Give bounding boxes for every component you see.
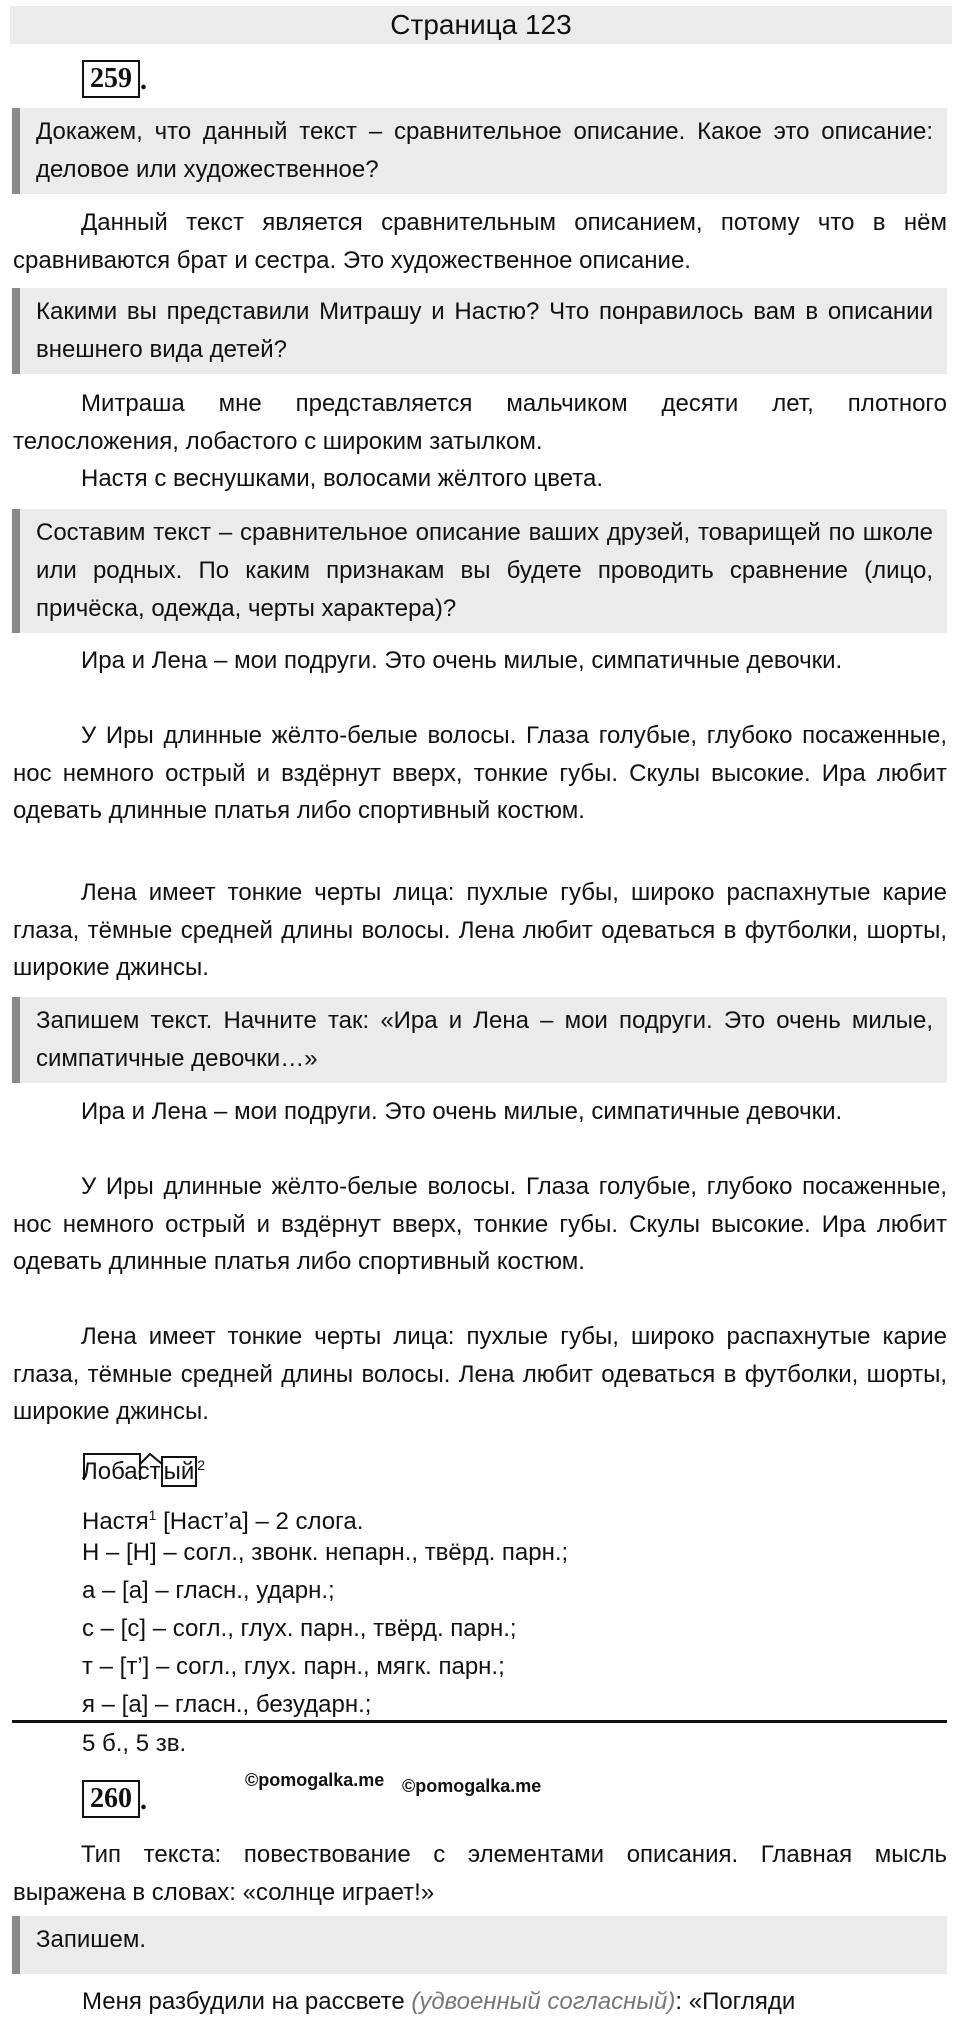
question-block: Докажем, что данный текст – сравнительное описание. Какое это описание: деловое или художественное? (12, 108, 947, 194)
answer-paragraph: Тип текста: повествование с элементами описания. Главная мысль выражена в словах: «солнце играет!» (13, 1841, 947, 1906)
answer-paragraph: Лена имеет тонкие черты лица: пухлые губы, широко распахнутые карие глаза, тёмные средней длины волосы. Лена любит одеваться в футболки, шорты, широкие джинсы. (13, 879, 947, 981)
page-title-band (10, 6, 952, 44)
task-number-260: 260 . (82, 1780, 147, 1818)
question-block: Составим текст – сравнительное описание ваших друзей, товарищей по школе или родных. По каким признакам вы будете проводить сравнение (лицо, причёска, одежда, черты характера)? (12, 509, 947, 633)
answer-paragraph: Данный текст является сравнительным описанием, потому что в нём сравниваются брат и сестра. Это художественное описание. (13, 209, 947, 274)
phonetic-line: я – [а] – гласн., безударн.; (82, 1691, 372, 1718)
answer-paragraph: Настя с веснушками, волосами жёлтого цвета. (81, 465, 604, 492)
phonetic-line: а – [а] – гласн., ударн.; (82, 1577, 335, 1604)
phonetic-line: с – [с] – согл., глух. парн., твёрд. парн.; (82, 1615, 517, 1642)
task-number-box: 260 (82, 1780, 140, 1818)
morph-suffix: ст (137, 1458, 161, 1485)
phonetic-head: Настя$^1$ [Наст’а] – 2 слога. (82, 1507, 364, 1535)
task-number-259: 259 . (82, 60, 147, 98)
answer-paragraph: Митраша мне представляется мальчиком десяти лет, плотного телосложения, лобастого с широким затылком. (13, 390, 947, 455)
answer-paragraph: У Иры длинные жёлто-белые волосы. Глаза голубые, глубоко посаженные, нос немного острый и вздёрнут вверх, тонкие губы. Скулы высокие. Ира любит одевать длинные платья либо спортивный костюм. (13, 722, 947, 824)
watermark: ©pomogalka.me (245, 1770, 385, 1790)
question-block: Какими вы представили Митрашу и Настю? Что понравилось вам в описании внешнего вида детей? (12, 288, 947, 374)
page-title: Страница 123 (390, 9, 572, 40)
highlighted-word: рассвете (304, 1988, 405, 2015)
question-block: Запишем. (12, 1916, 947, 1974)
answer-paragraph: Ира и Лена – мои подруги. Это очень милые, симпатичные девочки. (81, 1098, 843, 1125)
phonetic-total: 5 б., 5 зв. (82, 1730, 187, 1757)
morph-prefix: Лоба (82, 1458, 138, 1485)
phonetic-line: Н – [Н] – согл., звонк. непарн., твёрд. парн.; (82, 1539, 569, 1566)
watermark: ©pomogalka.me (402, 1776, 542, 1796)
answer-paragraph: Лена имеет тонкие черты лица: пухлые губы, широко распахнутые карие глаза, тёмные средней длины волосы. Лена любит одеваться в футболки, шорты, широкие джинсы. (13, 1323, 947, 1425)
phonetic-line: т – [т’] – согл., глух. парн., мягк. парн.; (82, 1653, 505, 1680)
answer-paragraph: Ира и Лена – мои подруги. Это очень милые, симпатичные девочки. (81, 647, 843, 674)
last-line: Меня разбудили на рассвете (удвоенный согласный): «Погляди (82, 1988, 796, 2015)
morph-ending: ый (161, 1456, 198, 1487)
morpheme-parse (82, 1450, 205, 1487)
spelling-note: (удвоенный согласный) (411, 1988, 676, 2015)
morph-mark: 2 (197, 1457, 206, 1473)
question-block: Запишем текст. Начните так: «Ира и Лена – мои подруги. Это очень милые, симпатичные девочки…» (12, 997, 947, 1083)
answer-paragraph: У Иры длинные жёлто-белые волосы. Глаза голубые, глубоко посаженные, нос немного острый и вздёрнут вверх, тонкие губы. Скулы высокие. Ира любит одевать длинные платья либо спортивный костюм. (13, 1173, 947, 1275)
morpheme-marks (82, 1450, 222, 1486)
task-number-box: 259 (82, 60, 140, 98)
divider-line (12, 1720, 947, 1723)
